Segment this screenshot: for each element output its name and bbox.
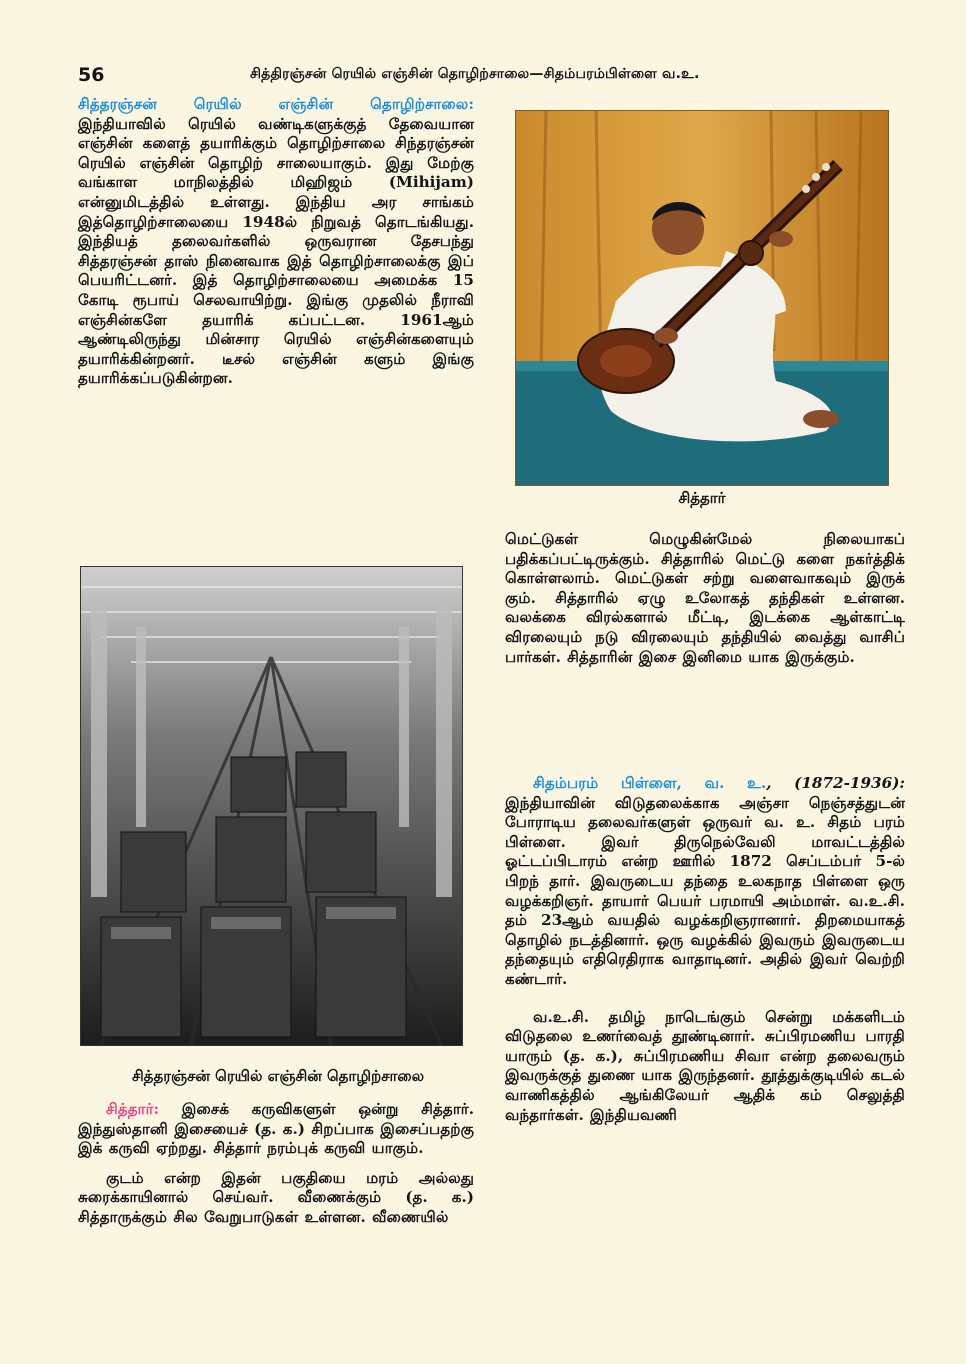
- sitar-illustration: [515, 110, 889, 486]
- article-chidambaram-pillai: [505, 774, 905, 1125]
- running-header: சித்திரஞ்சன் ரெயில் எஞ்சின் தொழிற்சாலை—சிதம்பரம்பிள்ளை வ.உ.: [250, 66, 700, 82]
- article-chittaranjan: [78, 95, 474, 389]
- factory-photo-image: [81, 567, 462, 1045]
- article-sitar: [78, 1100, 474, 1228]
- article-body: இந்தியாவில் ரெயில் வண்டிகளுக்குத் தேவையான எஞ்சின் களைத் தயாரிக்கும் தொழிற்சாலை சிந்தரஞ்சன் ரெயில் எஞ்சின் தொழிற் சாலையாகும். இது மேற்கு வங்காள மாநிலத்தில் மிஹிஜம் (Mihijam) என்னுமிடத்தில் உள்ளது. இந்திய அர சாங்கம் இத்தொழிற்சாலையை 1948ல் நிறுவத் தொடங்கியது. இந்தியத் தலைவர்களில் ஒருவரான தேசபந்து சித்தரஞ்சன் தாஸ் நினைவாக இத் தொழிற்சாலைக்கு இப் பெயரிட்டனர். இத் தொழிற்சாலையை அமைக்க 15 கோடி ரூபாய் செலவாயிற்று. இங்கு முதலில் நீராவி எஞ்சின்களே தயாரிக் கப்பட்டன. 1961ஆம் ஆண்டிலிருந்து மின்சார ரெயில் எஞ்சின்களையும் தயாரிக்கின்றனர். டீசல் எஞ்சின் களும் இங்கு தயாரிக்கப்படுகின்றன.: [78, 114, 474, 388]
- sitar-illustration-image: [516, 111, 888, 485]
- article-sitar-text: [78, 1100, 474, 1159]
- article-chidambaram-pillai-text-2: வ.உ.சி. தமிழ் நாடெங்கும் சென்று மக்களிடம் விடுதலை உணர்வைத் தூண்டினார். சுப்பிரமணிய பாரதி யாரும் (த. க.), சுப்பிரமணிய சிவா என்ற தலைவரும் இவருக்குத் துணை யாக இருந்தனர். தூத்துக்குடியில் கடல் வாணிகத்தில் ஆங்கிலேயர் ஆதிக் கம் செலுத்தி வந்தார்கள். இந்தியவணி: [505, 1007, 905, 1124]
- article-body: இசைக் கருவிகளுள் ஒன்று சித்தார். இந்துஸ்தானி இசையைச் (த. க.) சிறப்பாக இசைப்பதற்கு இக் கருவி ஏற்றது. சித்தார் நரம்புக் கருவி யாகும்.: [78, 1100, 474, 1158]
- article-heading: சித்தார்:: [106, 1100, 160, 1118]
- article-dates: , (1872-1936):: [766, 774, 905, 792]
- sitar-illustration-caption: சித்தார்: [678, 489, 726, 507]
- sitar-continuation-text: மெட்டுகள் மெழுகின்மேல் நிலையாகப் பதிக்கப்பட்டிருக்கும். சித்தாரில் மெட்டு களை நகர்த்திக் கொள்ளலாம். மெட்டுகள் சற்று வளைவாகவும் இருக் கும். சித்தாரில் ஏழு உலோகத் தந்திகள் உள்ளன. வலக்கை விரல்களால் மீட்டி, இடக்கை ஆள்காட்டி விரலையும் நடு விரலையும் தந்தியில் வைத்து வாசிப் பார்கள். சித்தாரின் இசை இனிமை யாக இருக்கும்.: [505, 530, 905, 666]
- page-number: 56: [78, 64, 105, 86]
- article-chittaranjan-text: [78, 95, 474, 389]
- factory-photo: [80, 566, 463, 1046]
- sitar-continuation: [505, 530, 905, 667]
- article-chidambaram-pillai-text: [505, 774, 905, 990]
- article-heading: சிதம்பரம் பிள்ளை, வ. உ.: [533, 774, 767, 792]
- article-heading: சித்தரஞ்சன் ரெயில் எஞ்சின் தொழிற்சாலை:: [78, 95, 474, 113]
- article-body: இந்தியாவின் விடுதலைக்காக அஞ்சா நெஞ்சத்துடன் போராடிய தலைவர்களுள் ஒருவர் வ. உ. சிதம் பரம் பிள்ளை. இவர் திருநெல்வேலி மாவட்டத்தில் ஓட்டப்பிடாரம் என்ற ஊரில் 1872 செப்டம்பர் 5-ல் பிறந் தார். இவருடைய தந்தை உலகநாத பிள்ளை ஒரு வழக்கறிஞர். தாயார் பெயர் பரமாயி அம்மாள். வ.உ.சி. தம் 23ஆம் வயதில் வழக்கறிஞரானார். திறமையாகத் தொழில் நடத்தினார். ஒரு வழக்கில் இவரும் இவருடைய தந்தையும் எதிரெதிராக வாதாடினர். அதில் இவர் வெற்றி கண்டார்.: [505, 793, 905, 988]
- article-sitar-text-2: குடம் என்ற இதன் பகுதியை மரம் அல்லது சுரைக்காயினால் செய்வர். வீணைக்கும் (த. க.) சித்தாருக்கும் சில வேறுபாடுகள் உள்ளன. வீணையில்: [78, 1168, 474, 1226]
- factory-photo-caption: சித்தரஞ்சன் ரெயில் எஞ்சின் தொழிற்சாலை: [131, 1067, 425, 1085]
